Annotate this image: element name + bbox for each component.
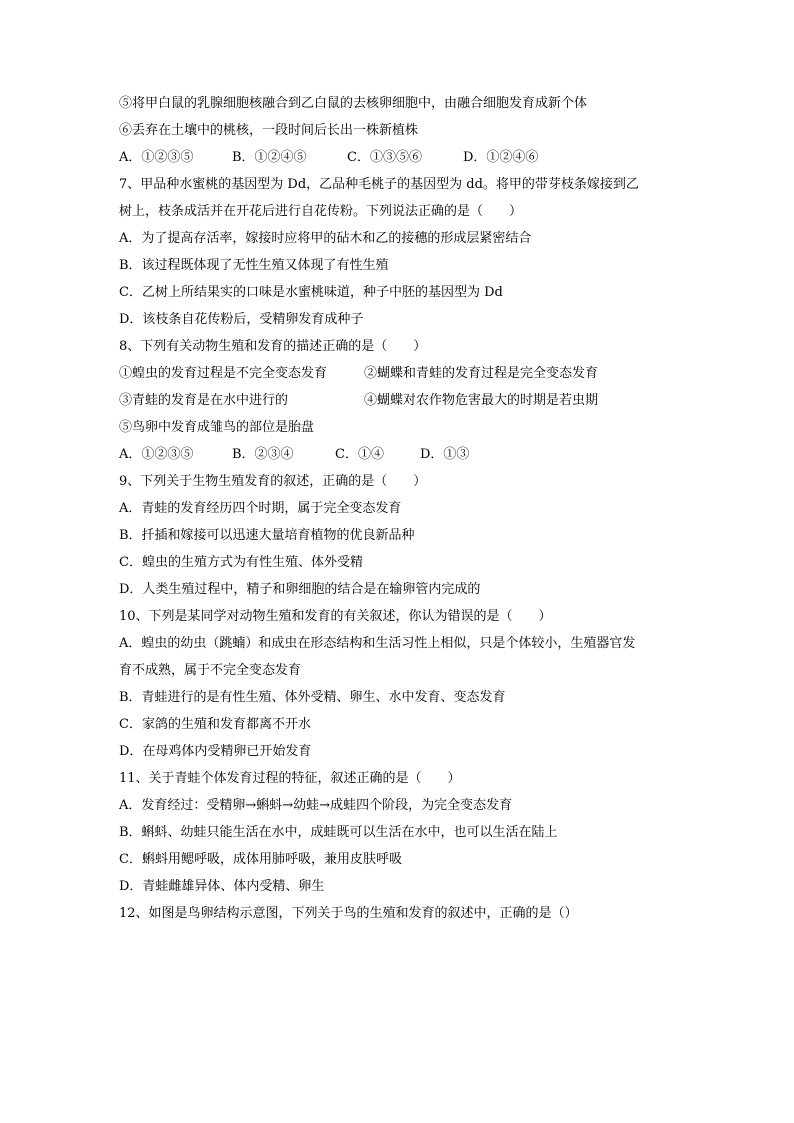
q7-option-b: B．该过程既体现了无性生殖又体现了有性生殖 <box>119 258 389 273</box>
q7-option-c: C．乙树上所结果实的口味是水蜜桃味道，种子中胚的基因型为 Dd <box>119 285 503 300</box>
q11-stem: 11、关于青蛙个体发育过程的特征，叙述正确的是（ ） <box>119 771 461 786</box>
q8-option-d: D．①③ <box>420 447 470 462</box>
q9-option-a: A．青蛙的发育经历四个时期，属于完全变态发育 <box>119 501 402 516</box>
q8-statement-3: ③青蛙的发育是在水中进行的 <box>119 393 289 408</box>
q6-option-d: D．①②④⑥ <box>463 150 539 165</box>
q10-option-a-line1: A．蝗虫的幼虫（跳蝻）和成虫在形态结构和生活习性上相似，只是个体较小，生殖器官发 <box>119 636 636 651</box>
q8-options <box>119 446 699 464</box>
q6-option-a: A．①②③⑤ <box>119 150 194 165</box>
q8-stem: 8、下列有关动物生殖和发育的描述正确的是（ ） <box>119 339 427 354</box>
q6-statement-6: ⑥丢弃在土壤中的桃核，一段时间后长出一株新植株 <box>119 123 419 138</box>
q10-option-a-line2: 育不成熟，属于不完全变态发育 <box>119 663 302 678</box>
q10-option-b: B．青蛙进行的是有性生殖、体外受精、卵生、水中发育、变态发育 <box>119 690 506 705</box>
q10-option-d: D．在母鸡体内受精卵已开始发育 <box>119 744 312 759</box>
q11-option-c: C．蝌蚪用鳃呼吸，成体用肺呼吸，兼用皮肤呼吸 <box>119 852 402 867</box>
q7-stem-line1: 7、甲品种水蜜桃的基因型为 Dd，乙品种毛桃子的基因型为 dd。将甲的带芽枝条嫁接到乙 <box>119 177 639 192</box>
q8-statement-4: ④蝴蝶对农作物危害最大的时期是若虫期 <box>364 393 599 408</box>
q9-option-c: C．蝗虫的生殖方式为有性生殖、体外受精 <box>119 555 363 570</box>
q12-stem: 12、如图是鸟卵结构示意图，下列关于鸟的生殖和发育的叙述中，正确的是（） <box>119 906 578 921</box>
q7-option-d: D．该枝条自花传粉后，受精卵发育成种子 <box>119 312 364 327</box>
q9-option-d: D．人类生殖过程中，精子和卵细胞的结合是在输卵管内完成的 <box>119 582 481 597</box>
q11-option-a: A．发育经过：受精卵→蝌蚪→幼蛙→成蛙四个阶段，为完全变态发育 <box>119 798 513 813</box>
q8-statements-row2 <box>119 392 699 410</box>
q11-option-d: D．青蛙雌雄异体、体内受精、卵生 <box>119 879 325 894</box>
q7-option-a: A．为了提高存活率，嫁接时应将甲的砧木和乙的接穗的形成层紧密结合 <box>119 231 532 246</box>
q8-statement-2: ②蝴蝶和青蛙的发育过程是完全变态发育 <box>364 366 599 381</box>
q8-option-c: C．①④ <box>335 447 384 462</box>
q8-statement-5: ⑤鸟卵中发育成雏鸟的部位是胎盘 <box>119 420 315 435</box>
q10-stem: 10、下列是某同学对动物生殖和发育的有关叙述，你认为错误的是（ ） <box>119 609 552 624</box>
q9-option-b: B．扦插和嫁接可以迅速大量培育植物的优良新品种 <box>119 528 415 543</box>
q8-option-b: B．②③④ <box>232 447 294 462</box>
q10-option-c: C．家鸽的生殖和发育都离不开水 <box>119 717 311 732</box>
q6-options <box>119 149 699 167</box>
q6-statement-5: ⑤将甲白鼠的乳腺细胞核融合到乙白鼠的去核卵细胞中，由融合细胞发育成新个体 <box>119 96 588 111</box>
q8-statements-row1 <box>119 365 699 383</box>
q6-option-b: B．①②④⑤ <box>232 150 307 165</box>
q6-option-c: C．①③⑤⑥ <box>347 150 422 165</box>
q7-stem-line2: 树上，枝条成活并在开花后进行自花传粉。下列说法正确的是（ ） <box>119 204 523 219</box>
q9-stem: 9、下列关于生物生殖发育的叙述，正确的是（ ） <box>119 474 427 489</box>
q11-option-b: B．蝌蚪、幼蛙只能生活在水中，成蛙既可以生活在水中，也可以生活在陆上 <box>119 825 558 840</box>
q8-option-a: A．①②③⑤ <box>119 447 194 462</box>
q8-statement-1: ①蝗虫的发育过程是不完全变态发育 <box>119 366 328 381</box>
